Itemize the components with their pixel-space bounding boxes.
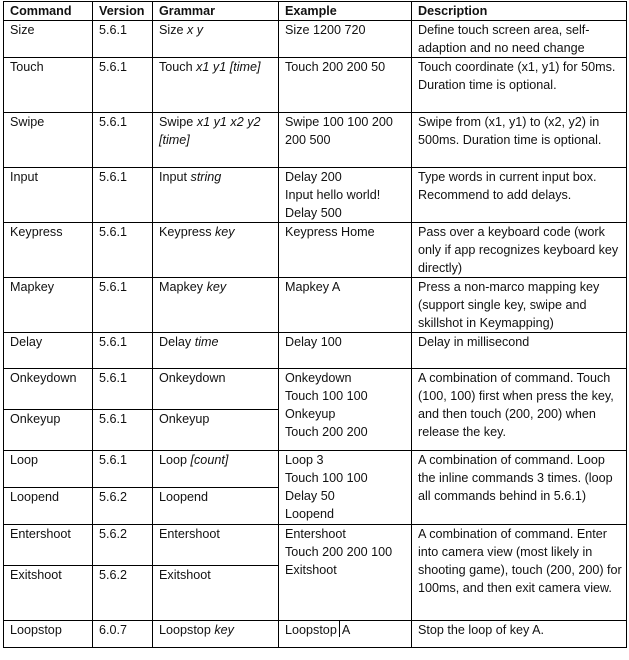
example-cell: [279, 21, 412, 58]
example-line: Delay 200: [285, 170, 342, 184]
grammar-base: Onkeyup: [159, 412, 210, 426]
grammar-cell: [153, 451, 279, 488]
example-line: Mapkey A: [285, 280, 341, 294]
grammar-base: Entershoot: [159, 527, 220, 541]
version-cell: 5.6.1: [93, 410, 153, 451]
description-cell: A combination of command. Loop the inline commands 3 times. (loop all commands behind in 5.6.1): [412, 451, 627, 525]
grammar-cell: [153, 168, 279, 223]
table-row-input: [4, 168, 627, 223]
example-line: Entershoot: [285, 527, 346, 541]
example-line: Touch 200 200 50: [285, 60, 386, 74]
command-cell: Loopstop: [4, 621, 93, 648]
table-row-onkeydown: [4, 369, 627, 410]
example-line: Delay 500: [285, 206, 342, 220]
description-cell: Pass over a keyboard code (work only if app recognizes keyboard key directly): [412, 223, 627, 278]
version-cell: 5.6.1: [93, 168, 153, 223]
example-cell: [279, 525, 412, 621]
header-example: Example: [279, 2, 412, 21]
command-cell: Loop: [4, 451, 93, 488]
command-cell: Swipe: [4, 113, 93, 168]
example-cell: [279, 223, 412, 278]
example-cell: [279, 451, 412, 525]
example-line: Onkeyup: [285, 407, 336, 421]
command-cell: Input: [4, 168, 93, 223]
version-cell: 5.6.1: [93, 369, 153, 410]
grammar-args: x1 y1 x2 y2 [time]: [159, 115, 261, 147]
grammar-base: Input: [159, 170, 191, 184]
header-version: Version: [93, 2, 153, 21]
version-cell: 5.6.1: [93, 333, 153, 369]
grammar-base: Loop: [159, 453, 191, 467]
header-description: Description: [412, 2, 627, 21]
grammar-cell: [153, 621, 279, 648]
table-row-entershoot: [4, 525, 627, 566]
command-cell: Onkeyup: [4, 410, 93, 451]
table-row-delay: [4, 333, 627, 369]
grammar-args: key: [215, 225, 235, 239]
example-line: Loop 3: [285, 453, 324, 467]
example-cell: [279, 113, 412, 168]
grammar-cell: [153, 21, 279, 58]
grammar-base: Size: [159, 23, 187, 37]
description-cell: Touch coordinate (x1, y1) for 50ms. Duration time is optional.: [412, 58, 627, 113]
example-line: Input hello world!: [285, 188, 381, 202]
table-row-mapkey: [4, 278, 627, 333]
grammar-cell: [153, 488, 279, 525]
description-cell: Type words in current input box. Recommend to add delays.: [412, 168, 627, 223]
example-line: Touch 100 100: [285, 471, 368, 485]
table-row-loopstop: [4, 621, 627, 648]
description-cell: Stop the loop of key A.: [412, 621, 627, 648]
text-cursor: [339, 621, 340, 637]
grammar-args: x1 y1 [time]: [196, 60, 261, 74]
command-cell: Exitshoot: [4, 566, 93, 621]
grammar-args: key: [214, 623, 234, 637]
example-line: Swipe 100 100 200 200 500: [285, 115, 393, 147]
header-row: [4, 2, 627, 21]
example-line: Size 1200 720: [285, 23, 366, 37]
version-cell: 5.6.2: [93, 566, 153, 621]
command-cell: Entershoot: [4, 525, 93, 566]
example-line: Keypress Home: [285, 225, 375, 239]
example-line: Loopend: [285, 507, 335, 521]
version-cell: 5.6.1: [93, 278, 153, 333]
grammar-cell: [153, 410, 279, 451]
table-row-loop: [4, 451, 627, 488]
description-cell: Define touch screen area, self-adaption and no need change: [412, 21, 627, 58]
description-cell: A combination of command. Enter into camera view (most likely in shooting game), touch (200, 200) for 100ms, and then exit camera view.: [412, 525, 627, 621]
example-cell: [279, 369, 412, 451]
grammar-cell: [153, 333, 279, 369]
command-cell: Touch: [4, 58, 93, 113]
grammar-base: Keypress: [159, 225, 215, 239]
version-cell: 5.6.1: [93, 58, 153, 113]
description-cell: Swipe from (x1, y1) to (x2, y2) in 500ms. Duration time is optional.: [412, 113, 627, 168]
table-row-size: [4, 21, 627, 58]
grammar-base: Delay: [159, 335, 195, 349]
example-cell: [279, 168, 412, 223]
grammar-base: Loopend: [159, 490, 209, 504]
example-cell: [279, 58, 412, 113]
command-cell: Keypress: [4, 223, 93, 278]
example-line: Delay 100: [285, 335, 342, 349]
grammar-cell: [153, 278, 279, 333]
example-line: Loopstop: [285, 623, 337, 637]
grammar-base: Onkeydown: [159, 371, 226, 385]
command-reference-table: [3, 1, 627, 648]
grammar-cell: [153, 566, 279, 621]
grammar-args: string: [190, 170, 222, 184]
header-command: Command: [4, 2, 93, 21]
grammar-args: key: [206, 280, 227, 294]
version-cell: 5.6.1: [93, 223, 153, 278]
example-line: Touch 100 100: [285, 389, 368, 403]
grammar-base: Loopstop: [159, 623, 215, 637]
command-cell: Loopend: [4, 488, 93, 525]
example-line: Exitshoot: [285, 563, 337, 577]
grammar-base: Exitshoot: [159, 568, 211, 582]
version-cell: 5.6.2: [93, 488, 153, 525]
version-cell: 5.6.1: [93, 451, 153, 488]
example-line: Onkeydown: [285, 371, 352, 385]
version-cell: 5.6.1: [93, 21, 153, 58]
grammar-cell: [153, 525, 279, 566]
grammar-args: time: [194, 335, 219, 349]
example-cell: [279, 278, 412, 333]
version-cell: 6.0.7: [93, 621, 153, 648]
table-row-swipe: [4, 113, 627, 168]
example-line: Touch 200 200: [285, 425, 368, 439]
version-cell: 5.6.1: [93, 113, 153, 168]
grammar-cell: [153, 369, 279, 410]
version-cell: 5.6.2: [93, 525, 153, 566]
example-line: Delay 50: [285, 489, 335, 503]
grammar-args: x y: [187, 23, 204, 37]
description-cell: Delay in millisecond: [412, 333, 627, 369]
grammar-cell: [153, 113, 279, 168]
example-cell: [279, 621, 412, 648]
command-cell: Delay: [4, 333, 93, 369]
table-row-touch: [4, 58, 627, 113]
grammar-cell: [153, 223, 279, 278]
table-row-keypress: [4, 223, 627, 278]
example-line: A: [341, 623, 351, 637]
grammar-cell: [153, 58, 279, 113]
grammar-args: [count]: [190, 453, 229, 467]
description-cell: Press a non-marco mapping key (support single key, swipe and skillshot in Keymapping): [412, 278, 627, 333]
command-cell: Mapkey: [4, 278, 93, 333]
header-grammar: Grammar: [153, 2, 279, 21]
description-cell: A combination of command. Touch (100, 100) first when press the key, and then touch (200, 200) when release the key.: [412, 369, 627, 451]
command-cell: Size: [4, 21, 93, 58]
example-line: Touch 200 200 100: [285, 545, 393, 559]
command-cell: Onkeydown: [4, 369, 93, 410]
example-cell: [279, 333, 412, 369]
grammar-base: Touch: [159, 60, 197, 74]
grammar-base: Swipe: [159, 115, 197, 129]
grammar-base: Mapkey: [159, 280, 207, 294]
